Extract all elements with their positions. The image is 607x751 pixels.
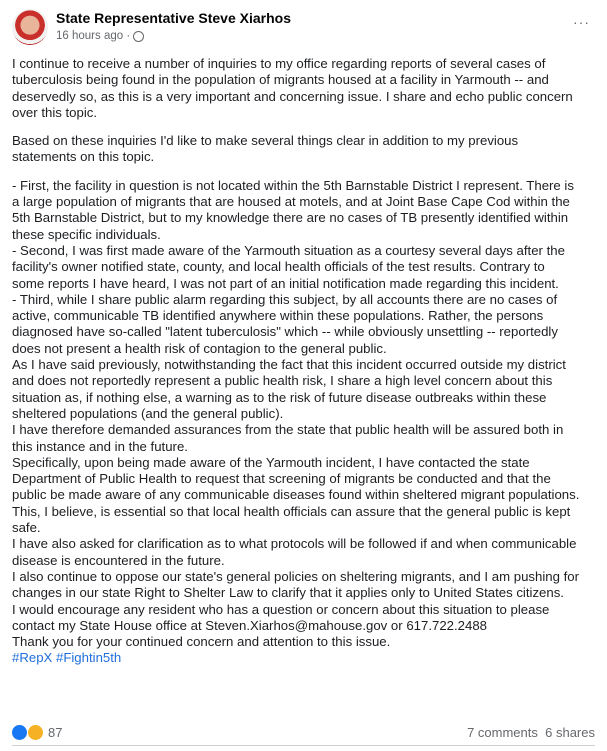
text-line: 5th Barnstable District, but to my knowledge there are no cases of TB presently identified within (12, 210, 569, 226)
text-line: deservedly so, as this is a very important and concerning issue. I share and echo public concern (12, 88, 573, 104)
text-line: this instance and in the future. (12, 438, 188, 454)
text-line: safe. (12, 520, 41, 536)
paragraph-gap (12, 166, 579, 178)
like-icon (12, 725, 27, 740)
text-line: facility's owner notified state, county, and local health officials of the test results. Contrary to (12, 259, 545, 275)
text-line: sheltered populations (and the general public). (12, 405, 284, 421)
text-line: As I have said previously, notwithstanding the fact that this incident occurred outside my district (12, 357, 566, 373)
text-line: I would encourage any resident who has a question or concern about this situation to please (12, 601, 550, 617)
text-line: some reports I have heard, I was not part of an initial notification made regarding this incident. (12, 275, 559, 291)
text-line: does not present a health risk of contagion to the general public. (12, 340, 387, 356)
text-line: tuberculosis being found in the population of migrants housed at a facility in Yarmouth -- and (12, 72, 549, 88)
text-line: and does not reportedly represent a public health risk, I share a high level concern about this (12, 373, 553, 389)
reaction-count: 87 (48, 725, 63, 740)
text-line: changes in our state Right to Shelter Law to clarify that it applies only to United States citizens. (12, 585, 564, 601)
post-footer (12, 724, 595, 741)
text-line: - Third, while I share public alarm regarding this subject, by all accounts there are no cases of (12, 291, 558, 307)
text-line: contact my State House office at Steven.Xiarhos@mahouse.gov or 617.722.2488 (12, 617, 487, 633)
reactions[interactable] (12, 724, 62, 741)
text-line: - First, the facility in question is not located within the 5th Barnstable District I represent. There is (12, 177, 574, 193)
comments-link[interactable]: 7 comments (467, 725, 538, 740)
shares-link[interactable]: 6 shares (545, 725, 595, 740)
text-line: Based on these inquiries I'd like to make several things clear in addition to my previous (12, 133, 519, 149)
text-line: I continue to receive a number of inquiries to my office regarding reports of several cases of (12, 56, 546, 71)
text-line: active, communicable TB identified anywhere within these populations. Rather, the persons (12, 308, 544, 324)
text-line: - Second, I was first made aware of the Yarmouth situation as a courtesy several days after the (12, 242, 565, 258)
text-line: these specific individuals. (12, 226, 161, 242)
text-line: This, I believe, is essential so that local health officials can assure that the general public is kept (12, 503, 571, 519)
more-options-button[interactable]: ··· (573, 14, 590, 30)
text-line: public be made aware of any communicable diseases found within sheltered migrant populations. (12, 487, 580, 503)
divider (12, 745, 595, 746)
text-line: I have therefore demanded assurances from the state that public health will be assured both in (12, 422, 564, 438)
text-line: over this topic. (12, 104, 98, 120)
text-line: statements on this topic. (12, 149, 155, 165)
text-line: Specifically, upon being made aware of the Yarmouth incident, I have contacted the state (12, 454, 530, 470)
post-time[interactable]: 16 hours ago · (56, 30, 131, 42)
paragraph-gap (12, 121, 579, 133)
wow-icon (27, 724, 44, 741)
text-line: a large population of migrants that are housed at motels, and at Joint Base Cape Cod within the (12, 194, 570, 210)
post-meta (56, 30, 144, 42)
text-line: I have also asked for clarification as to what protocols will be followed if and when communicable (12, 536, 577, 552)
text-line: disease is encountered in the future. (12, 552, 225, 568)
text-line: Department of Public Health to request that screening of migrants be conducted and that the (12, 471, 551, 487)
avatar[interactable] (12, 9, 48, 45)
hashtags[interactable]: #RepX #Fightin5th (12, 650, 122, 666)
text-line: situation as, if nothing else, a warning as to the risk of future disease outbreaks within these (12, 389, 547, 405)
text-line: diagnosed have so-called "latent tuberculosis" which -- while obviously unsettling -- reportedly (12, 324, 558, 340)
globe-icon (133, 31, 144, 42)
author-name[interactable]: State Representative Steve Xiarhos (56, 10, 291, 26)
text-line: Thank you for your continued concern and attention to this issue. (12, 634, 391, 650)
text-line: I also continue to oppose our state's general policies on sheltering migrants, and I am pushing for (12, 568, 579, 584)
post-body (12, 56, 579, 667)
